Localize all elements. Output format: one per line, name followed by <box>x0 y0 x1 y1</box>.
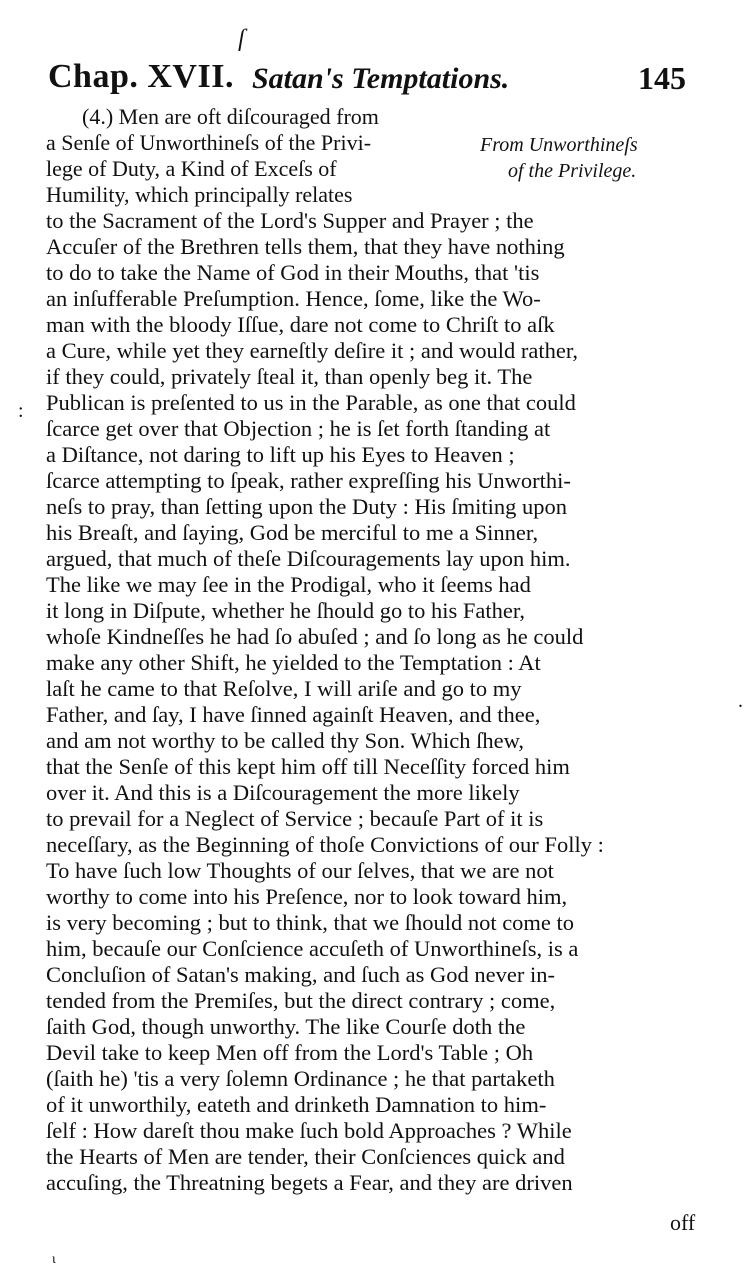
text-line: neſs to pray, than ſetting upon the Duty : His ſmiting upon <box>46 494 567 519</box>
text-line: a Senſe of Unworthineſs of the Privi- <box>46 130 372 155</box>
text-line: whoſe Kindneſſes he had ſo abuſed ; and ſo long as he could <box>46 624 584 649</box>
text-line: a Cure, while yet they earneſtly deſire it ; and would rather, <box>46 338 579 363</box>
text-line: laſt he came to that Reſolve, I will ariſe and go to my <box>46 676 522 701</box>
stray-mark: . <box>738 690 743 712</box>
catchword: off <box>670 1210 696 1235</box>
text-line: a Diſtance, not daring to lift up his Eyes to Heaven ; <box>46 442 515 467</box>
text-line: (ſaith he) 'tis a very ſolemn Ordinance ; he that partaketh <box>46 1066 555 1091</box>
text-line: Devil take to keep Men off from the Lord's Table ; Oh <box>46 1040 534 1065</box>
text-line: ſcarce get over that Objection ; he is ſet forth ſtanding at <box>46 416 551 441</box>
text-line: to the Sacrament of the Lord's Supper and Prayer ; the <box>46 208 534 233</box>
running-header <box>48 58 688 104</box>
text-line: (4.) Men are oft diſcouraged from <box>82 104 379 129</box>
text-line: neceſſary, as the Beginning of thoſe Convictions of our Folly : <box>46 832 604 857</box>
text-line: accuſing, the Threatning begets a Fear, and they are driven <box>46 1170 573 1195</box>
running-title: Satan's Temptations. <box>252 62 510 95</box>
top-mark: ſ <box>238 26 245 52</box>
text-line: over it. And this is a Diſcouragement the more likely <box>46 780 520 805</box>
margin-note-line: of the Privilege. <box>508 160 637 182</box>
margin-note-line: From Unworthineſs <box>480 134 638 156</box>
text-line: ſaith God, though unworthy. The like Courſe doth the <box>46 1014 526 1039</box>
text-line: that the Senſe of this kept him off till Neceſſity forced him <box>46 754 570 779</box>
text-line: an inſufferable Preſumption. Hence, ſome, like the Wo- <box>46 286 541 311</box>
text-line: lege of Duty, a Kind of Exceſs of <box>46 156 337 181</box>
text-line: make any other Shift, he yielded to the Temptation : At <box>46 650 541 675</box>
text-line: Humility, which principally relates <box>46 182 353 207</box>
text-line: of it unworthily, eateth and drinketh Damnation to him- <box>46 1092 547 1117</box>
text-line: and am not worthy to be called thy Son. Which ſhew, <box>46 728 525 753</box>
text-line: argued, that much of theſe Diſcouragements lay upon him. <box>46 546 571 571</box>
margin-note <box>480 132 690 184</box>
text-line: man with the bloody Iſſue, dare not come to Chriſt to aſk <box>46 312 555 337</box>
page-number: 145 <box>638 60 686 96</box>
text-line: Publican is preſented to us in the Parable, as one that could <box>46 390 576 415</box>
text-line: his Breaſt, and ſaying, God be merciful to me a Sinner, <box>46 520 539 545</box>
text-line: The like we may ſee in the Prodigal, who it ſeems had <box>46 572 531 597</box>
text-line: To have ſuch low Thoughts of our ſelves, that we are not <box>46 858 554 883</box>
text-line: the Hearts of Men are tender, their Conſciences quick and <box>46 1144 565 1169</box>
text-line: to do to take the Name of God in their Mouths, that 'tis <box>46 260 540 285</box>
text-line: Accuſer of the Brethren tells them, that they have nothing <box>46 234 565 259</box>
text-line: him, becauſe our Conſcience accuſeth of Unworthineſs, is a <box>46 936 579 961</box>
text-line: worthy to come into his Preſence, nor to look toward him, <box>46 884 568 909</box>
stray-mark: ι <box>52 1252 56 1267</box>
stray-mark: : <box>18 400 24 422</box>
text-line: is very becoming ; but to think, that we ſhould not come to <box>46 910 575 935</box>
text-line: Father, and ſay, I have ſinned againſt Heaven, and thee, <box>46 702 541 727</box>
text-line: it long in Diſpute, whether he ſhould go to his Father, <box>46 598 526 623</box>
text-line: tended from the Premiſes, but the direct contrary ; come, <box>46 988 556 1013</box>
text-line: ſelf : How dareſt thou make ſuch bold Approaches ? While <box>46 1118 572 1143</box>
text-line: Concluſion of Satan's making, and ſuch as God never in- <box>46 962 555 987</box>
text-line: if they could, privately ſteal it, than openly beg it. The <box>46 364 533 389</box>
text-line: to prevail for a Neglect of Service ; becauſe Part of it is <box>46 806 544 831</box>
text-line: ſcarce attempting to ſpeak, rather expreſſing his Unworthi- <box>46 468 571 493</box>
chapter-label: Chap. XVII. <box>48 58 234 95</box>
